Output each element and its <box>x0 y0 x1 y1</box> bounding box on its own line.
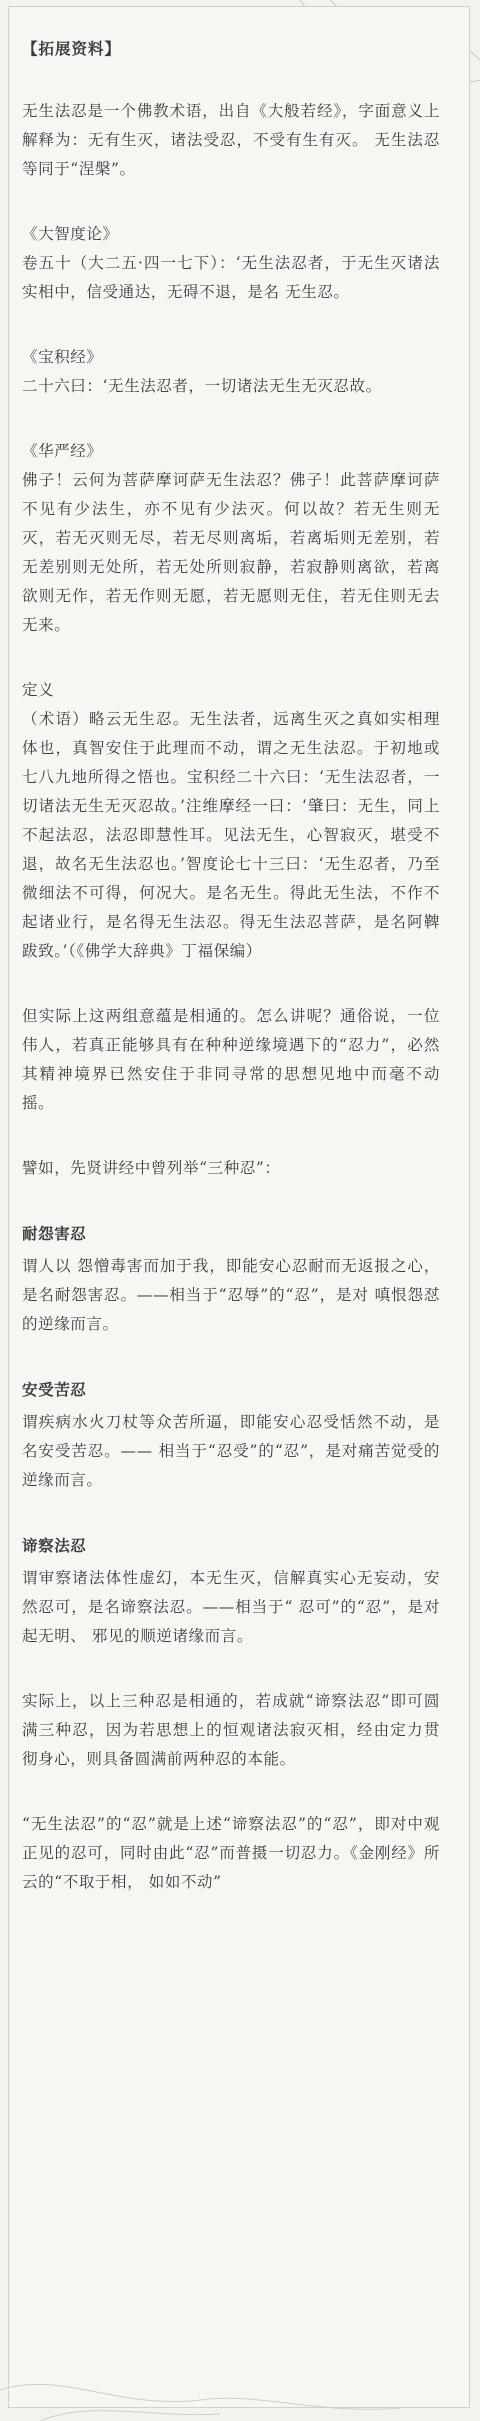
source-text: 二十六曰：‘无生法忍者，一切诸法无生无灭忍故。 <box>22 377 382 395</box>
forbearance-name: 安受苦忍 <box>22 1380 87 1399</box>
source-heading: 《大智度论》 <box>22 225 119 243</box>
definition-heading: 定义 <box>22 681 55 699</box>
forbearance-item <box>22 1375 440 1495</box>
forbearance-item <box>22 1219 440 1339</box>
huayanjing-quote <box>22 437 440 640</box>
forbearance-text: 谓人以 怨憎毒害而加于我，即能安心忍耐而无返报之心，是名耐怨害忍。——相当于“忍辱”的“忍”，是对 嗔恨怨怼的逆缘而言。 <box>22 1257 440 1333</box>
body-paragraph: 实际上，以上三种忍是相通的，若成就“谛察法忍”即可圆满三种忍，因为若思想上的恒观诸法寂灭相，经由定力贯彻身心，则具备圆满前两种忍的本能。 <box>22 1692 440 1768</box>
forbearance-name: 谛察法忍 <box>22 1536 87 1555</box>
intro-paragraph: 无生法忍是一个佛教术语，出自《大般若经》，字面意义上解释为：无有生灭，诸法受忍，不受有生有灭。 无生法忍等同于“涅槃”。 <box>22 102 440 178</box>
article-body <box>22 34 440 1897</box>
body-paragraph: 但实际上这两组意蕴是相通的。怎么讲呢？通俗说，一位伟人，若真正能够具有在种种逆缘境遇下的“忍力”，必然其精神境界已然安住于非同寻常的思想见地中而毫不动摇。 <box>22 1007 440 1112</box>
body-paragraph: 譬如，先贤讲经中曾列举“三种忍”： <box>22 1159 281 1177</box>
baojijing-quote <box>22 343 440 401</box>
dazhidulun-quote <box>22 220 440 307</box>
definition-block <box>22 676 440 966</box>
source-text: 卷五十（大二五·四一七下）：‘无生法忍者，于无生灭诸法实相中，信受通达，无碍不退，是名 无生忍。 <box>22 254 440 301</box>
forbearance-name: 耐怨害忍 <box>22 1224 87 1243</box>
forbearance-item <box>22 1531 440 1651</box>
source-heading: 《华严经》 <box>22 442 103 460</box>
forbearance-text: 谓审察诸法体性虚幻，本无生灭，信解真实心无妄动，安然忍可，是名谛察法忍。——相当于“ 忍可”的“忍”，是对起无明、 邪见的顺逆诸缘而言。 <box>22 1569 440 1645</box>
body-paragraph: “无生法忍”的“忍”就是上述“谛察法忍”的“忍”，即对中观正见的忍可，同时由此“忍”而普摄一切忍力。《金刚经》所云的“不取于相， 如如不动” <box>22 1815 440 1891</box>
definition-text: （术语）略云无生忍。无生法者，远离生灭之真如实相理体也，真智安住于此理而不动，谓之无生法忍。于初地或七八九地所得之悟也。宝积经二十六曰：‘无生法忍者，一切诸法无生无灭忍故。’注维摩经一曰：‘肇曰：无生，同上不起法忍，法忍即慧性耳。见法无生，心智寂灭，堪受不退，故名无生法忍也。’智度论七十三曰：‘无生忍者，乃至微细法不可得，何况大。是名无生。得此无生法，不作不起诸业行，是名得无生法忍。得无生法忍菩萨，是名阿鞞跋致。’（《佛学大辞典》丁福保编） <box>22 710 440 960</box>
forbearance-text: 谓疾病水火刀杖等众苦所逼，即能安心忍受恬然不动，是名安受苦忍。—— 相当于“忍受”的“忍”，是对痛苦觉受的逆缘而言。 <box>22 1413 440 1489</box>
source-heading: 《宝积经》 <box>22 348 103 366</box>
source-text: 佛子！云何为菩萨摩诃萨无生法忍？佛子！此菩萨摩诃萨不见有少法生，亦不见有少法灭。何以故？若无生则无灭，若无灭则无尽，若无尽则离垢，若离垢则无差别，若无差别则无处所，若无处所则寂静，若寂静则离欲，若离欲则无作，若无作则无愿，若无愿则无住，若无住则无去无来。 <box>22 471 440 634</box>
section-title: 【拓展资料】 <box>22 39 122 58</box>
